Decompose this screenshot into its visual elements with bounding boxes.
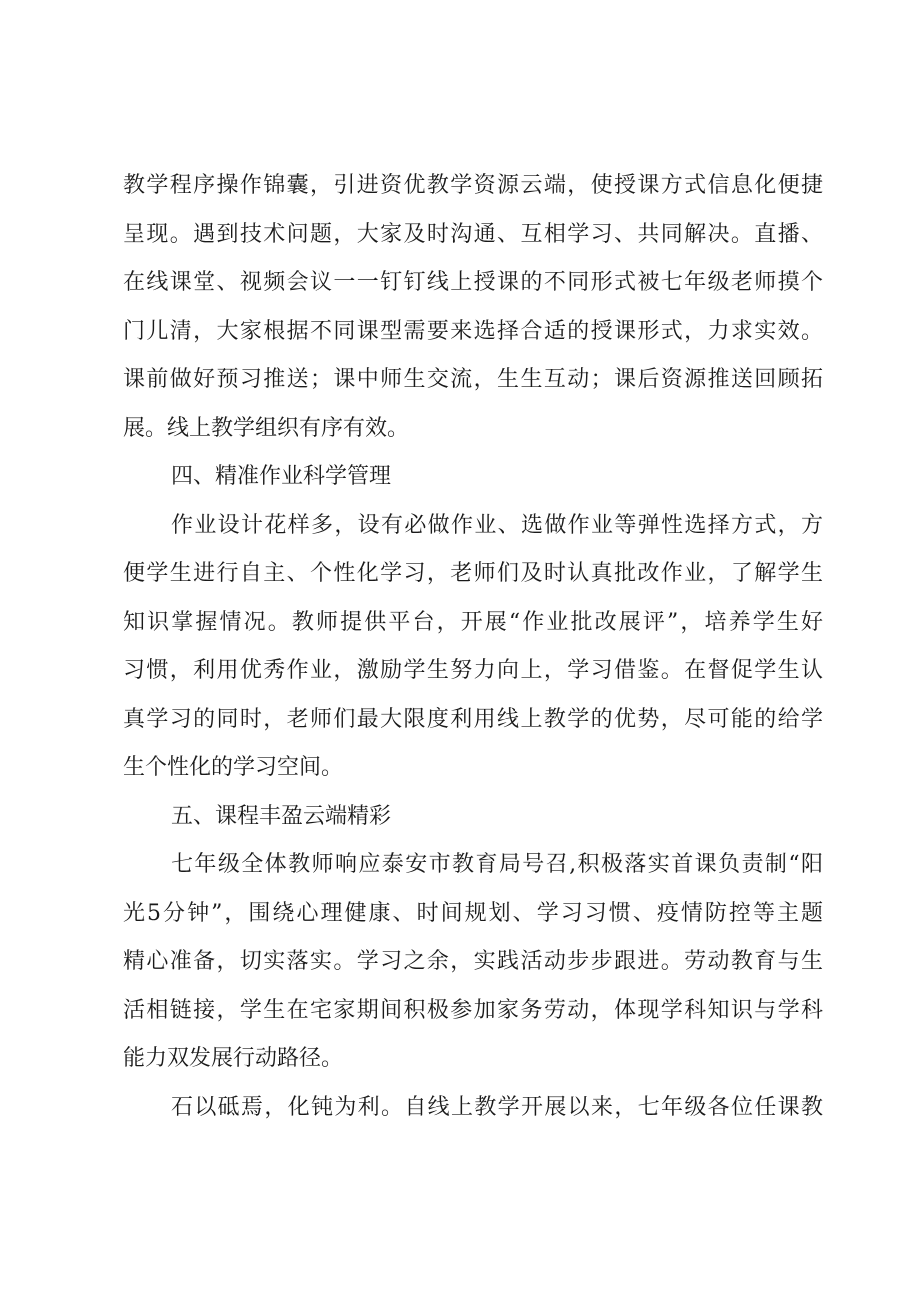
text-line: 课前做好预习推送；课中师生交流，生生互动；课后资源推送回顾拓	[123, 367, 823, 392]
text-line: 在线课堂、视频会议一一钉钉线上授课的不同形式被七年级老师摸个	[123, 270, 823, 295]
text-line: 展。线上教学组织有序有效。	[123, 415, 410, 441]
text-line: 能力双发展行动路径。	[123, 1046, 344, 1071]
text-line: 光5分钟”，围绕心理健康、时间规划、学习习惯、疫情防控等主题	[123, 900, 823, 926]
text-line: 便学生进行自主、个性化学习，老师们及时认真批改作业，了解学生	[123, 561, 823, 586]
text-line: 习惯，利用优秀作业，激励学生努力向上，学习借鉴。在督促学生认	[123, 658, 823, 683]
text-line: 门儿清，大家根据不同课型需要来选择合适的授课形式，力求实效。	[123, 318, 823, 344]
document-body	[123, 162, 823, 1132]
text-line: 作业设计花样多，设有必做作业、选做作业等弹性选择方式，方	[171, 512, 823, 538]
section-heading: 五、课程丰盈云端精彩	[171, 803, 392, 829]
text-line: 活相链接，学生在宅家期间积极参加家务劳动，体现学科知识与学科	[123, 997, 823, 1023]
text-line: 七年级全体教师响应泰安市教育局号召,积极落实首课负责制“阳	[171, 852, 823, 877]
text-line: 真学习的同时，老师们最大限度利用线上教学的优势，尽可能的给学	[123, 706, 823, 732]
section-heading: 四、精准作业科学管理	[171, 464, 392, 489]
text-line: 生个性化的学习空间。	[123, 755, 344, 780]
text-line: 精心准备，切实落实。学习之余，实践活动步步跟进。劳动教育与生	[123, 949, 823, 974]
text-line: 知识掌握情况。教师提供平台，开展“作业批改展评”，培养学生好	[123, 609, 823, 635]
text-line: 石以砥焉，化钝为利。自线上教学开展以来，七年级各位任课教	[171, 1094, 823, 1120]
text-line: 呈现。遇到技术问题，大家及时沟通、互相学习、共同解决。直播、	[123, 221, 823, 247]
text-line: 教学程序操作锦囊，引进资优教学资源云端，使授课方式信息化便捷	[123, 173, 823, 198]
